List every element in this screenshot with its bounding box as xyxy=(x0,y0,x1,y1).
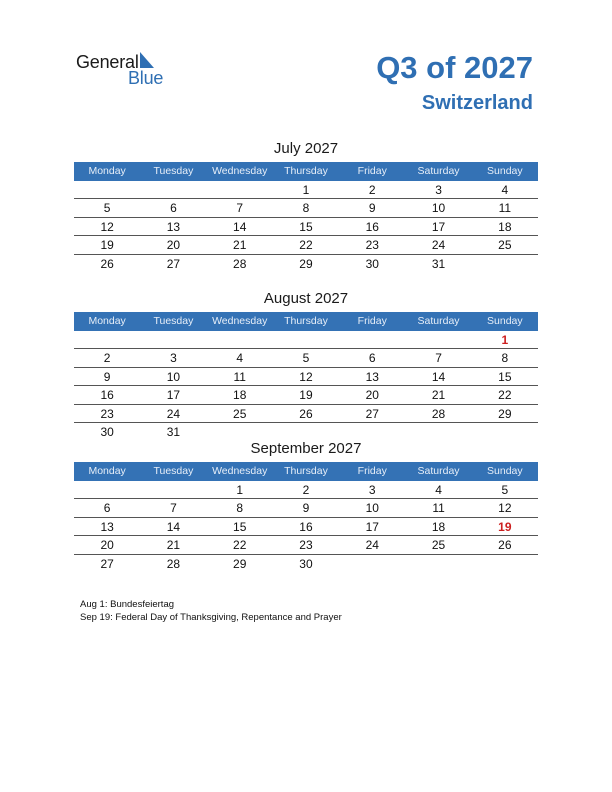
day-cell: 28 xyxy=(166,556,181,571)
day-cell: 22 xyxy=(299,238,313,253)
day-cell: 21 xyxy=(233,238,247,253)
day-cell: 18 xyxy=(431,519,446,534)
day-cell: 1 xyxy=(302,183,310,197)
day-cell: 21 xyxy=(166,538,181,553)
day-cell xyxy=(339,555,405,572)
month-calendar xyxy=(74,438,538,572)
day-cell: 15 xyxy=(299,219,313,234)
day-cell: 8 xyxy=(236,501,244,516)
weekday-label: Saturday xyxy=(417,165,460,177)
day-cell: 16 xyxy=(100,388,114,403)
day-cell: 3 xyxy=(435,183,442,197)
weekday-header xyxy=(74,462,538,481)
day-cell: 20 xyxy=(166,238,181,253)
day-cell xyxy=(405,331,471,348)
day-cell: 25 xyxy=(498,238,512,253)
weekday-label: Sunday xyxy=(487,465,523,477)
day-cell: 5 xyxy=(302,351,310,366)
day-cell: 4 xyxy=(435,483,442,497)
day-cell: 13 xyxy=(166,219,181,234)
day-cell: 17 xyxy=(431,219,446,234)
day-cell: 7 xyxy=(170,501,177,516)
day-cell: 23 xyxy=(365,238,379,253)
day-cell xyxy=(207,331,273,348)
month-calendar xyxy=(74,288,538,440)
day-cell: 21 xyxy=(431,388,446,403)
day-cell: 2 xyxy=(368,183,376,197)
page-title: Q3 of 2027 xyxy=(376,50,533,85)
weekday-header xyxy=(74,312,538,331)
day-cell: 29 xyxy=(299,256,313,271)
day-cell xyxy=(140,481,206,498)
week-row xyxy=(74,349,538,367)
day-cell: 19 xyxy=(100,238,114,253)
day-cell: 18 xyxy=(498,219,512,234)
month-calendar xyxy=(74,138,538,272)
week-row xyxy=(74,386,538,404)
day-cell xyxy=(140,331,206,348)
day-cell: 9 xyxy=(103,369,111,384)
day-cell xyxy=(405,555,471,572)
day-cell: 15 xyxy=(498,369,512,384)
weekday-label: Tuesday xyxy=(153,165,194,177)
day-cell: 26 xyxy=(100,256,114,271)
day-cell: 24 xyxy=(166,406,181,421)
week-row xyxy=(74,181,538,199)
weekday-label: Thursday xyxy=(284,165,328,177)
day-cell: 14 xyxy=(431,369,446,384)
day-cell: 30 xyxy=(365,256,379,271)
weekday-label: Saturday xyxy=(417,315,460,327)
weekday-label: Friday xyxy=(357,465,387,477)
day-cell: 6 xyxy=(170,201,177,216)
logo-text-general: General xyxy=(76,52,139,72)
day-cell: 10 xyxy=(365,501,379,516)
day-cell: 5 xyxy=(501,483,509,497)
day-cell xyxy=(74,481,140,498)
day-cell xyxy=(472,255,538,272)
weekday-label: Monday xyxy=(88,465,126,477)
day-cell: 31 xyxy=(431,256,446,271)
day-cell: 27 xyxy=(365,406,379,421)
day-cell: 27 xyxy=(166,256,181,271)
day-cell: 30 xyxy=(100,424,114,439)
day-cell: 2 xyxy=(103,351,111,366)
day-cell: 20 xyxy=(100,538,114,553)
weekday-label: Thursday xyxy=(284,465,328,477)
day-cell: 11 xyxy=(233,369,246,384)
month-title: August 2027 xyxy=(263,290,349,307)
day-cell: 13 xyxy=(100,519,114,534)
week-row xyxy=(74,218,538,236)
logo-text-blue: Blue xyxy=(128,68,164,88)
day-cell: 14 xyxy=(166,519,181,534)
day-cell xyxy=(74,181,140,198)
weekday-label: Monday xyxy=(88,315,126,327)
day-cell: 29 xyxy=(233,556,247,571)
day-cell: 22 xyxy=(498,388,512,403)
day-cell: 28 xyxy=(233,256,247,271)
day-cell: 19 xyxy=(498,519,512,534)
day-cell: 11 xyxy=(498,201,512,216)
day-cell: 10 xyxy=(431,201,446,216)
day-cell: 23 xyxy=(100,406,114,421)
day-cell: 1 xyxy=(236,483,244,497)
day-cell: 6 xyxy=(368,351,376,366)
day-cell: 29 xyxy=(498,406,512,421)
day-cell: 18 xyxy=(233,388,247,403)
week-row xyxy=(74,518,538,536)
weekday-label: Wednesday xyxy=(212,315,268,327)
day-cell: 20 xyxy=(365,388,379,403)
week-row xyxy=(74,199,538,217)
weekday-label: Sunday xyxy=(487,315,523,327)
week-row xyxy=(74,481,538,499)
day-cell: 4 xyxy=(236,351,244,366)
day-cell: 9 xyxy=(302,501,310,516)
day-cell: 14 xyxy=(233,219,247,234)
weekday-label: Friday xyxy=(357,165,387,177)
day-cell: 19 xyxy=(299,388,313,403)
week-row xyxy=(74,536,538,554)
day-cell xyxy=(140,181,206,198)
day-cell: 2 xyxy=(302,483,310,497)
day-cell: 3 xyxy=(368,483,376,497)
day-cell: 8 xyxy=(501,351,509,366)
day-cell: 27 xyxy=(100,556,114,571)
day-cell: 1 xyxy=(501,333,509,347)
day-cell xyxy=(339,331,405,348)
day-cell: 25 xyxy=(233,406,247,421)
country-subtitle: Switzerland xyxy=(421,92,533,114)
weekday-label: Tuesday xyxy=(153,465,194,477)
weekday-label: Wednesday xyxy=(212,165,268,177)
holiday-note: Aug 1: Bundesfeiertag xyxy=(80,599,175,610)
holiday-notes xyxy=(80,598,342,624)
day-cell: 13 xyxy=(365,369,379,384)
day-cell: 6 xyxy=(103,501,111,516)
day-cell: 12 xyxy=(100,219,114,234)
weekday-label: Thursday xyxy=(284,315,328,327)
day-cell xyxy=(273,331,339,348)
day-cell: 15 xyxy=(233,519,247,534)
weekday-header xyxy=(74,162,538,181)
day-cell: 12 xyxy=(299,369,313,384)
month-title: September 2027 xyxy=(250,440,362,457)
day-cell: 10 xyxy=(166,369,181,384)
day-cell: 12 xyxy=(498,501,512,516)
day-cell: 25 xyxy=(431,538,446,553)
day-cell: 17 xyxy=(365,519,379,534)
day-cell: 16 xyxy=(365,219,379,234)
day-cell: 8 xyxy=(302,201,310,216)
week-row xyxy=(74,555,538,572)
week-row xyxy=(74,255,538,272)
day-cell: 26 xyxy=(498,538,512,553)
week-row xyxy=(74,368,538,386)
day-cell: 16 xyxy=(299,519,313,534)
day-cell: 5 xyxy=(103,201,111,216)
day-cell: 24 xyxy=(431,238,446,253)
day-cell xyxy=(207,181,273,198)
day-cell: 4 xyxy=(501,183,509,197)
week-row xyxy=(74,405,538,423)
day-cell: 26 xyxy=(299,406,313,421)
logo-triangle-icon xyxy=(140,52,154,68)
day-cell: 9 xyxy=(368,201,376,216)
day-cell: 17 xyxy=(166,388,181,403)
day-cell: 24 xyxy=(365,538,379,553)
weekday-label: Friday xyxy=(357,315,387,327)
generalblue-logo xyxy=(76,52,176,92)
day-cell: 7 xyxy=(435,351,442,366)
month-title: July 2027 xyxy=(273,140,339,157)
day-cell: 3 xyxy=(170,351,177,366)
day-cell: 31 xyxy=(166,424,181,439)
week-row xyxy=(74,236,538,254)
day-cell: 7 xyxy=(236,201,244,216)
day-cell: 22 xyxy=(233,538,247,553)
day-cell: 28 xyxy=(431,406,446,421)
day-cell: 23 xyxy=(299,538,313,553)
weekday-label: Saturday xyxy=(417,465,460,477)
weekday-label: Tuesday xyxy=(153,315,194,327)
week-row xyxy=(74,499,538,517)
day-cell: 11 xyxy=(432,501,445,516)
day-cell xyxy=(74,331,140,348)
day-cell: 30 xyxy=(299,556,313,571)
holiday-note: Sep 19: Federal Day of Thanksgiving, Repentance and Prayer xyxy=(80,612,342,623)
weekday-label: Monday xyxy=(88,165,126,177)
weekday-label: Wednesday xyxy=(212,465,268,477)
day-cell xyxy=(472,555,538,572)
weekday-label: Sunday xyxy=(487,165,523,177)
week-row xyxy=(74,331,538,349)
